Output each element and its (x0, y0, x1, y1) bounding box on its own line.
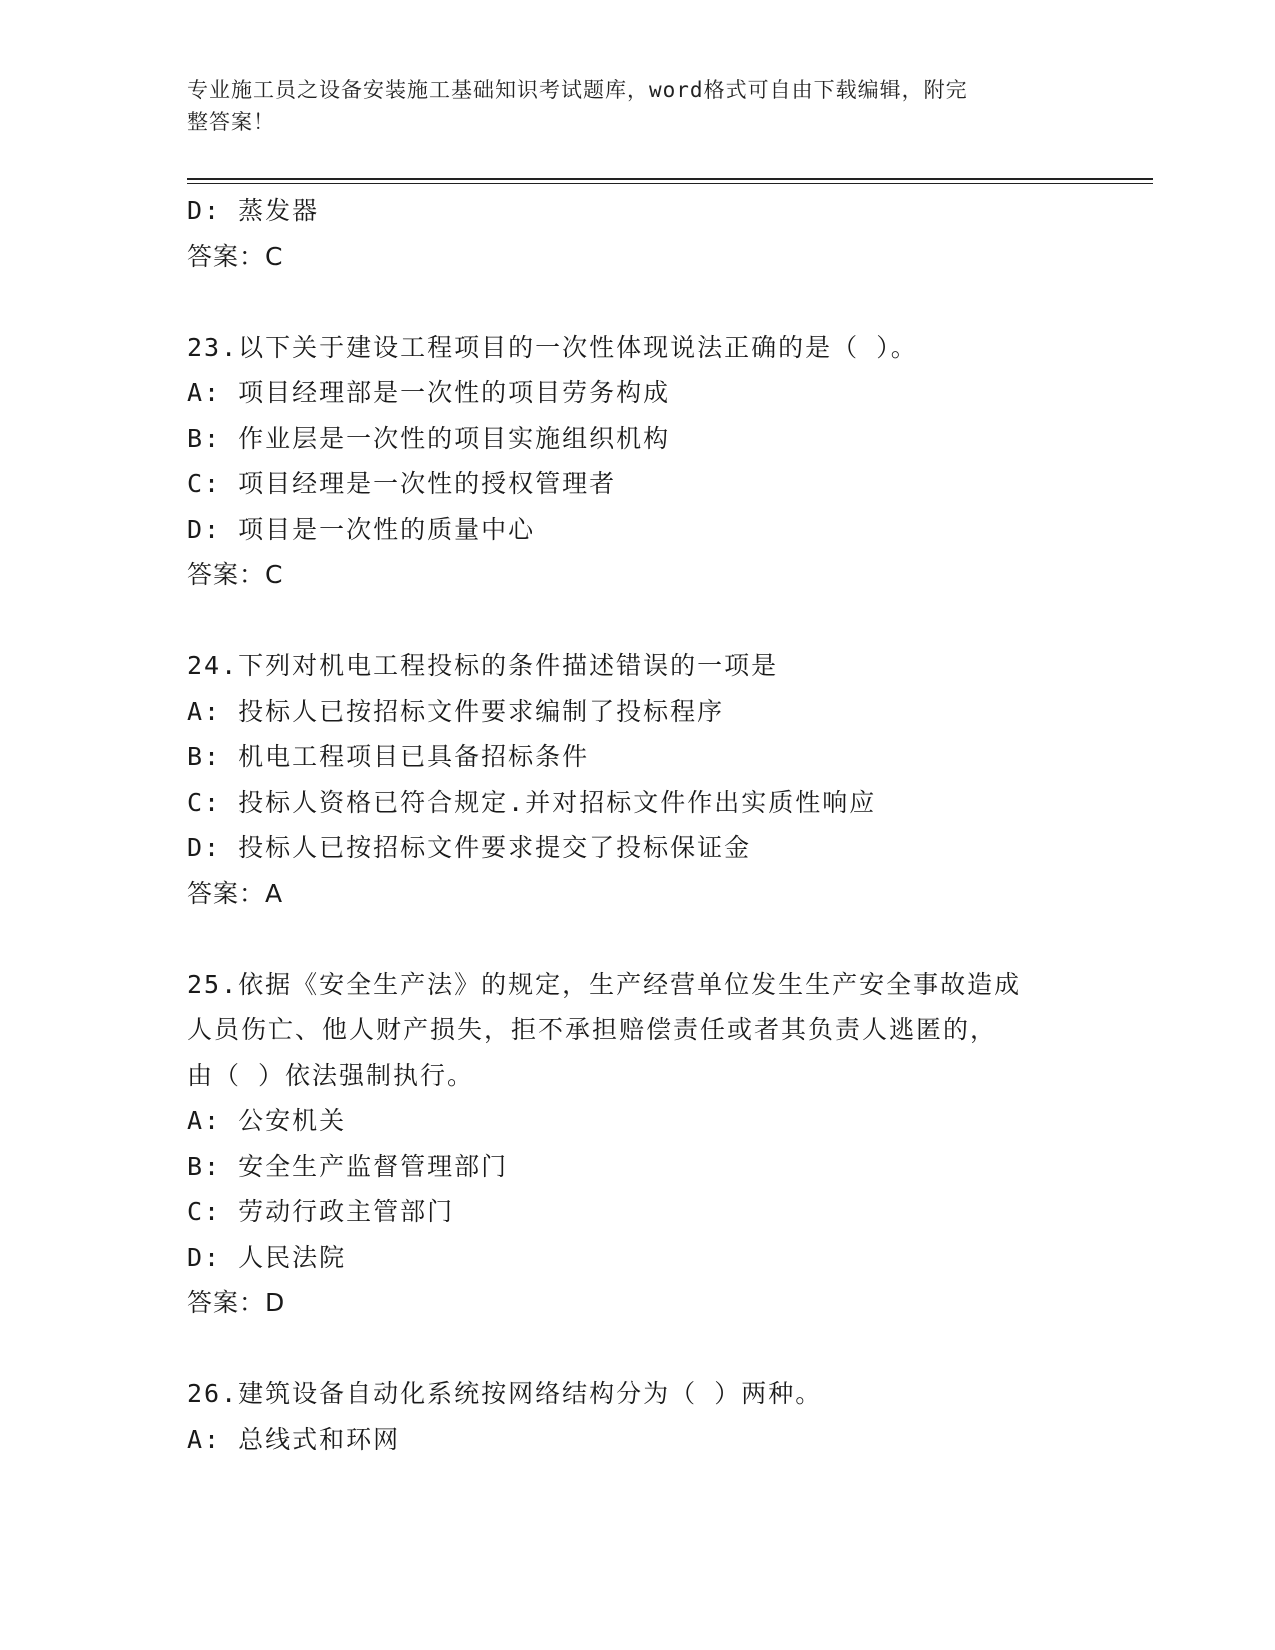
option-c: C: 项目经理是一次性的授权管理者 (187, 469, 617, 498)
question-22-tail (187, 188, 1087, 279)
question-24 (187, 643, 1087, 916)
option-b: B: 作业层是一次性的项目实施组织机构 (187, 423, 671, 453)
option-d: D: 项目是一次性的质量中心 (187, 514, 536, 544)
header-line-1: 专业施工员之设备安装施工基础知识考试题库，word格式可自由下载编辑，附完 (187, 78, 968, 102)
option-b: B: 机电工程项目已具备招标条件 (187, 742, 590, 771)
header-line-2: 整答案！ (187, 110, 275, 134)
option-c: C: 劳动行政主管部门 (187, 1197, 455, 1226)
question-25 (187, 962, 1087, 1326)
header-divider-thin (187, 183, 1153, 184)
question-stem: 24.下列对机电工程投标的条件描述错误的一项是 (187, 651, 779, 680)
spacer (187, 279, 1087, 325)
spacer (187, 916, 1087, 962)
spacer (187, 598, 1087, 644)
option-a: A: 总线式和环网 (187, 1424, 401, 1454)
answer: 答案：D (187, 1288, 286, 1317)
question-stem: 23.以下关于建设工程项目的一次性体现说法正确的是（ ）。 (187, 332, 918, 362)
question-stem-line-2: 人员伤亡、他人财产损失，拒不承担赔偿责任或者其负责人逃匿的， (187, 1015, 998, 1044)
option-c: C: 投标人资格已符合规定.并对招标文件作出实质性响应 (187, 787, 877, 817)
question-stem-line-1: 25.依据《安全生产法》的规定，生产经营单位发生生产安全事故造成 (187, 969, 1022, 999)
question-26 (187, 1371, 1087, 1462)
header-divider-thick (187, 178, 1153, 180)
option-d: D: 投标人已按招标文件要求提交了投标保证金 (187, 833, 752, 862)
answer: 答案：C (187, 241, 284, 271)
answer: 答案：A (187, 878, 284, 908)
page-header (187, 74, 1067, 138)
question-stem: 26.建筑设备自动化系统按网络结构分为（ ）两种。 (187, 1379, 823, 1408)
option-d: D: 人民法院 (187, 1242, 347, 1272)
option-a: A: 公安机关 (187, 1106, 347, 1135)
option-d: D: 蒸发器 (187, 196, 320, 225)
option-a: A: 投标人已按招标文件要求编制了投标程序 (187, 696, 725, 726)
option-b: B: 安全生产监督管理部门 (187, 1151, 509, 1181)
question-23 (187, 325, 1087, 598)
question-stem-line-3: 由（ ）依法强制执行。 (187, 1060, 475, 1090)
question-list (187, 188, 1087, 1462)
spacer (187, 1326, 1087, 1372)
answer: 答案：C (187, 560, 284, 589)
option-a: A: 项目经理部是一次性的项目劳务构成 (187, 378, 671, 407)
